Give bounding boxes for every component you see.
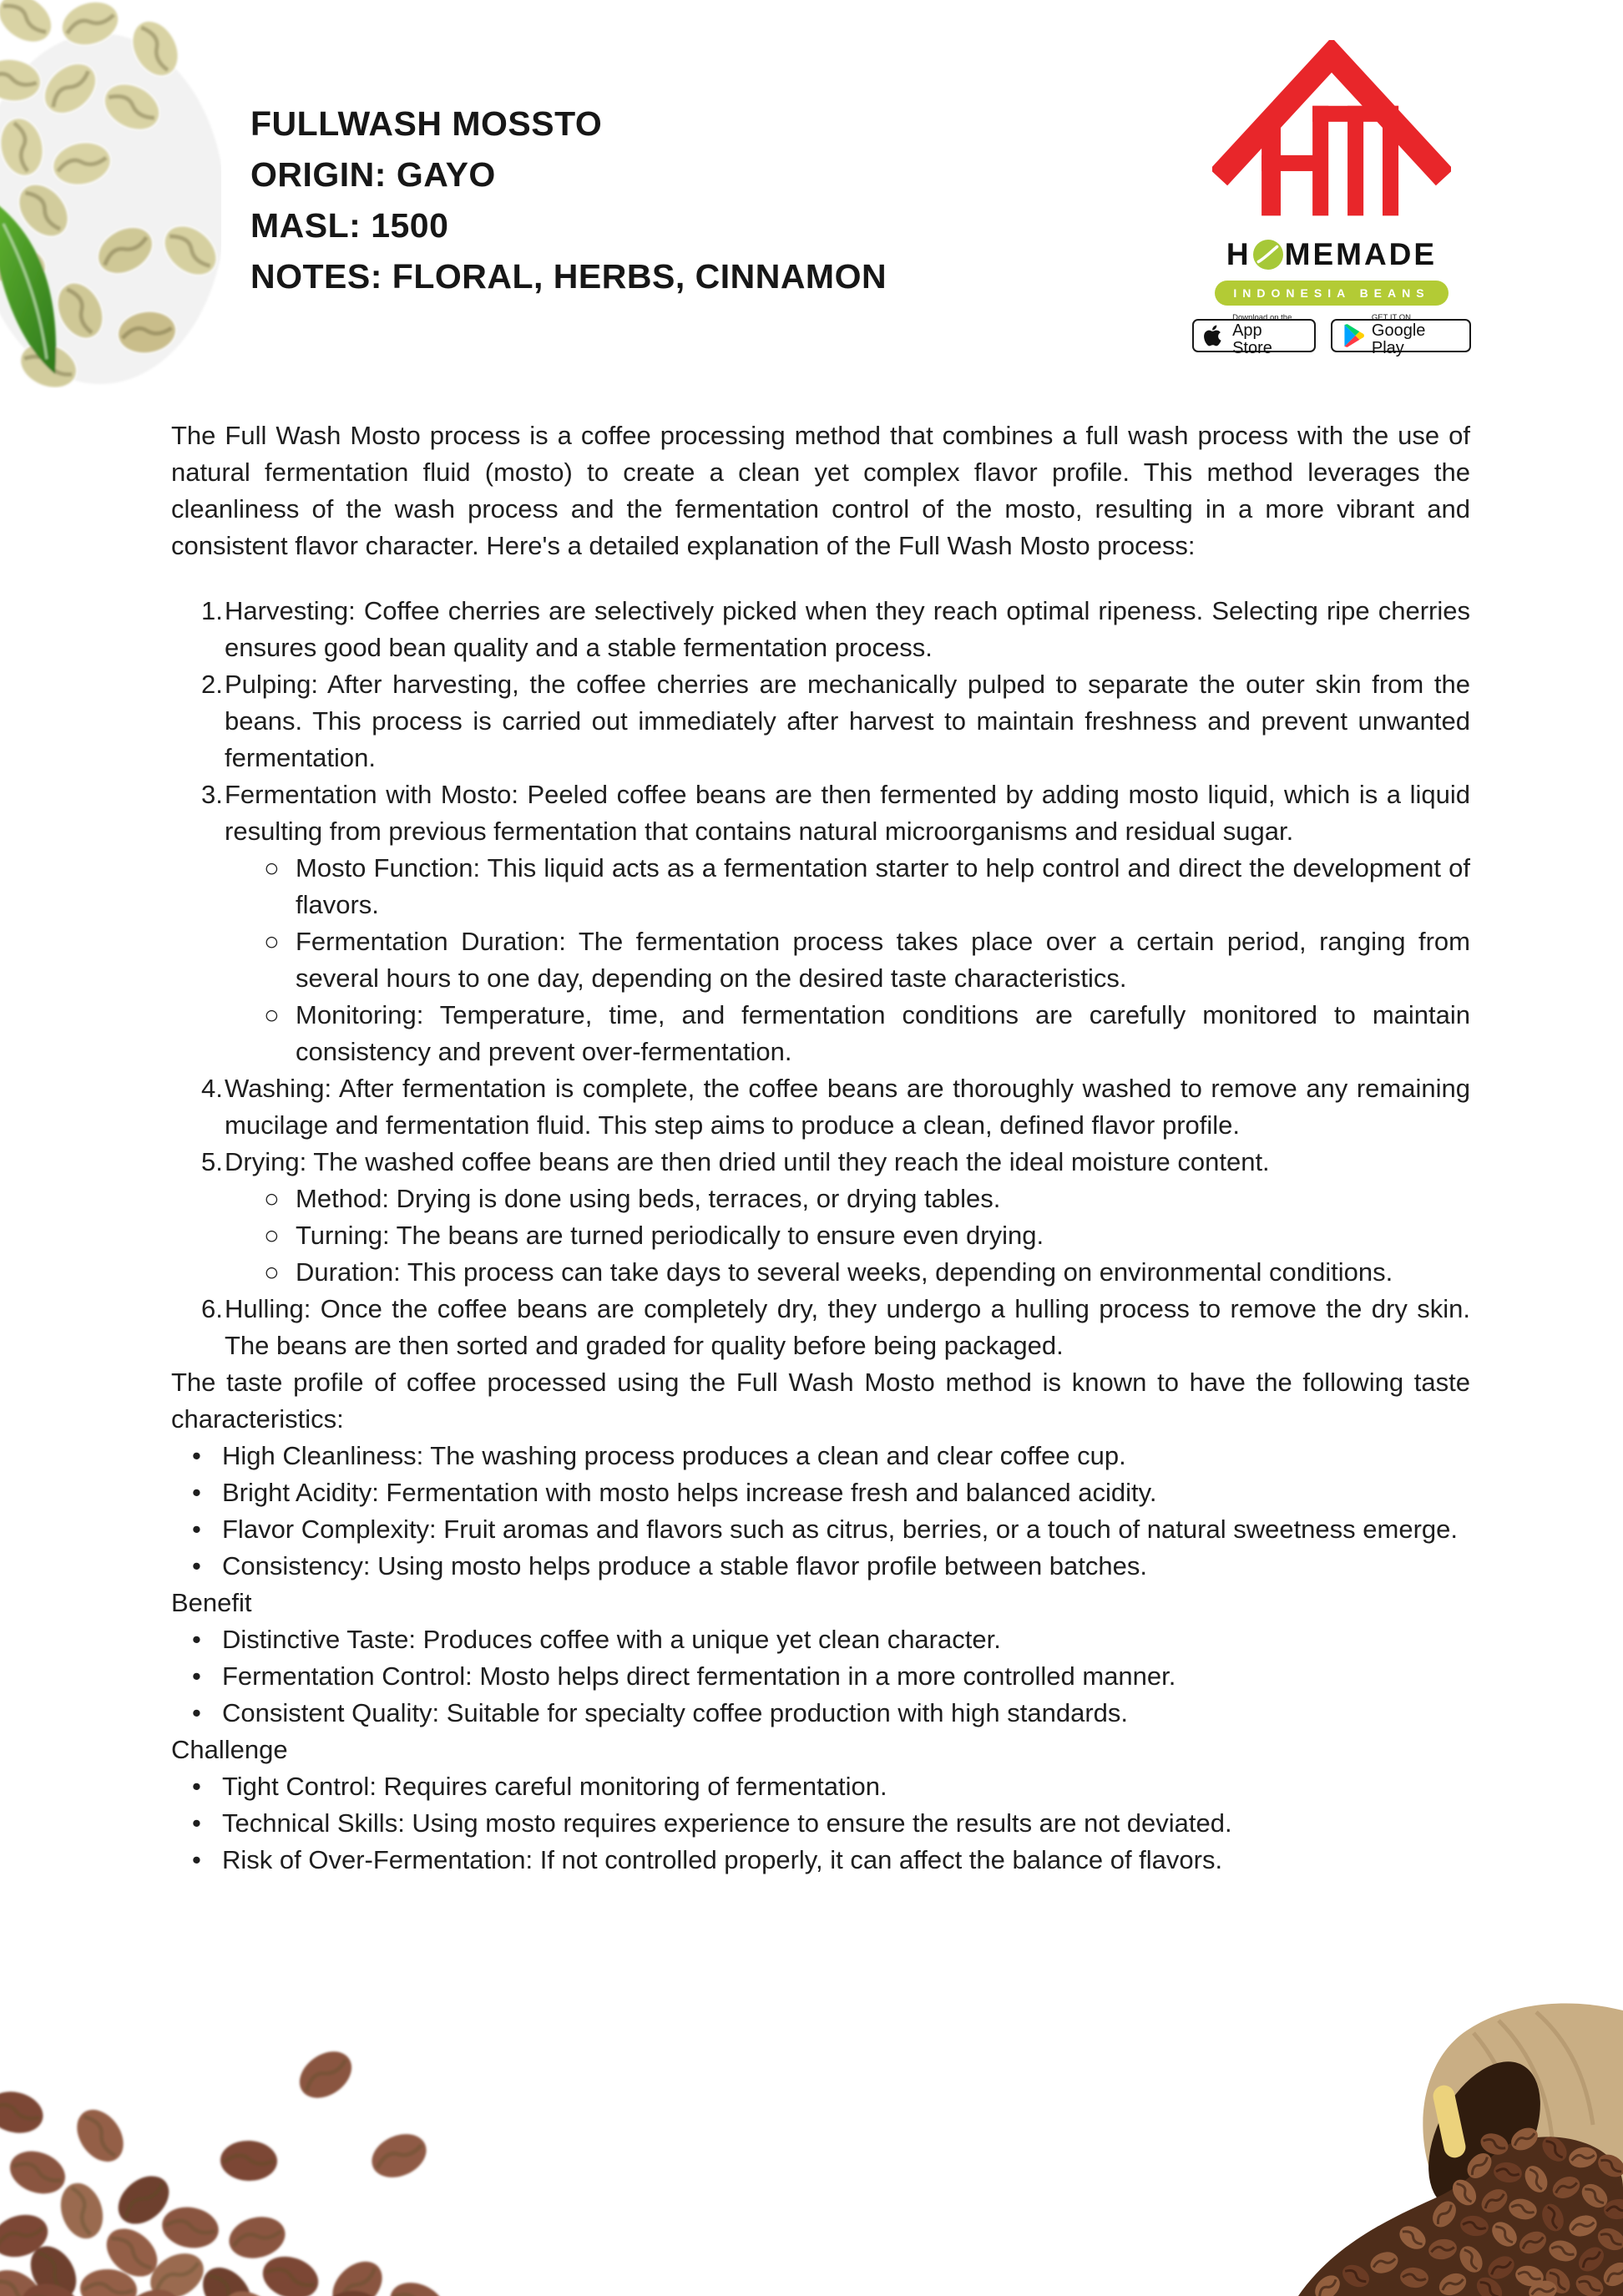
apple-icon bbox=[1204, 323, 1225, 348]
sub-list bbox=[225, 1181, 1470, 1291]
list-item: ○ Monitoring: Temperature, time, and fermentation conditions are carefully monitored to maintain consistency and prevent over-fermentation. bbox=[264, 1000, 1470, 1066]
intro-paragraph: The Full Wash Mosto process is a coffee processing method that combines a full wash process with the use of natural fermentation fluid (mosto) to create a clean yet complex flavor profile. This method leverages the cleanliness of the wash process and the fermentation control of the mosto, resulting in a more vibrant and consistent flavor character. Here's a detailed explanation of the Full Wash Mosto process: bbox=[171, 421, 1470, 560]
document-body bbox=[171, 417, 1470, 1879]
list-item: 5.Drying: The washed coffee beans are then dried until they reach the ideal moisture content. ○ Method: Drying is done using beds, terraces, or drying tables. ○ Turning: The beans are turned periodically to ensure even drying. ○ Duration: This process can take days to several weeks, depending on environmental conditions. bbox=[201, 1144, 1470, 1291]
list-item: ○ Method: Drying is done using beds, terraces, or drying tables. bbox=[264, 1184, 1001, 1213]
list-item: ○ Duration: This process can take days to several weeks, depending on environmental conditions. bbox=[264, 1257, 1393, 1287]
list-item: ○ Fermentation Duration: The fermentation process takes place over a certain period, ranging from several hours to one day, depending on the desired taste characteristics. bbox=[264, 927, 1470, 993]
list-item: 3.Fermentation with Mosto: Peeled coffee beans are then fermented by adding mosto liquid, which is a liquid resulting from previous fermentation that contains natural microorganisms and residual sugar. ○ Mosto Function: This liquid acts as a fermentation starter to help control and direct the development of flavors. ○ Fermentation Duration: The fermentation process takes place over a certain period, ranging from several hours to one day, depending on the desired taste characteristics. ○ Monitoring: Temperature, time, and fermentation conditions are carefully monitored to maintain consistency and prevent over-fermentation. bbox=[201, 776, 1470, 1070]
coffee-bean-icon bbox=[1253, 240, 1283, 270]
list-item: • Risk of Over-Fermentation: If not controlled properly, it can affect the balance of flavors. bbox=[192, 1845, 1223, 1874]
brand-name bbox=[1192, 237, 1471, 272]
list-item: 2.Pulping: After harvesting, the coffee cherries are mechanically pulped to separate the outer skin from the beans. This process is carried out immediately after harvest to maintain freshness and prevent unwanted fermentation. bbox=[201, 670, 1470, 772]
list-item: ○ Turning: The beans are turned periodically to ensure even drying. bbox=[264, 1221, 1044, 1250]
google-play-badge[interactable]: GET IT ON Google Play bbox=[1331, 319, 1471, 352]
app-store-badge[interactable]: Download on the App Store bbox=[1192, 319, 1316, 352]
roasted-coffee-beans-image bbox=[0, 2029, 442, 2296]
list-item: 1.Harvesting: Coffee cherries are selectively picked when they reach optimal ripeness. Selecting ripe cherries ensures good bean quality and a stable fermentation process. bbox=[201, 596, 1470, 662]
process-steps-list bbox=[171, 593, 1470, 1364]
list-item: 6.Hulling: Once the coffee beans are completely dry, they undergo a hulling process to remove the dry skin. The beans are then sorted and graded for quality before being packaged. bbox=[201, 1294, 1470, 1360]
list-item: • Consistency: Using mosto helps produce a stable flavor profile between batches. bbox=[192, 1551, 1147, 1580]
benefit-heading: Benefit bbox=[171, 1588, 252, 1617]
brand-logo bbox=[1192, 40, 1471, 357]
product-header bbox=[250, 99, 887, 302]
challenge-list bbox=[171, 1768, 1470, 1879]
brand-name-start: H bbox=[1226, 237, 1251, 271]
list-item: • Tight Control: Requires careful monitoring of fermentation. bbox=[192, 1772, 887, 1801]
list-item: ○ Mosto Function: This liquid acts as a fermentation starter to help control and direct the development of flavors. bbox=[264, 853, 1470, 919]
house-monogram-icon bbox=[1212, 40, 1451, 232]
taste-intro: The taste profile of coffee processed using the Full Wash Mosto method is known to have the following taste characteristics: bbox=[171, 1368, 1470, 1434]
tagline-badge: INDONESIA BEANS bbox=[1215, 281, 1448, 306]
coffee-sack-image bbox=[1286, 1987, 1623, 2296]
list-item: • Fermentation Control: Mosto helps direct fermentation in a more controlled manner. bbox=[192, 1661, 1176, 1691]
list-item: • Bright Acidity: Fermentation with mosto helps increase fresh and balanced acidity. bbox=[192, 1478, 1157, 1507]
product-masl: MASL: 1500 bbox=[250, 206, 449, 245]
taste-list bbox=[171, 1438, 1470, 1585]
list-item: • Consistent Quality: Suitable for specialty coffee production with high standards. bbox=[192, 1698, 1129, 1727]
google-play-icon bbox=[1342, 323, 1364, 348]
list-item: • Technical Skills: Using mosto requires experience to ensure the results are not deviated. bbox=[192, 1808, 1232, 1838]
list-item: • Distinctive Taste: Produces coffee with a unique yet clean character. bbox=[192, 1625, 1001, 1654]
green-coffee-beans-image bbox=[0, 0, 221, 388]
product-notes: NOTES: FLORAL, HERBS, CINNAMON bbox=[250, 257, 887, 296]
list-item: • Flavor Complexity: Fruit aromas and flavors such as citrus, berries, or a touch of natural sweetness emerge. bbox=[192, 1515, 1458, 1544]
list-item: • High Cleanliness: The washing process produces a clean and clear coffee cup. bbox=[192, 1441, 1126, 1470]
product-origin: ORIGIN: GAYO bbox=[250, 155, 496, 194]
product-title: FULLWASH MOSSTO bbox=[250, 104, 603, 143]
challenge-heading: Challenge bbox=[171, 1735, 288, 1764]
list-item: 4.Washing: After fermentation is complete, the coffee beans are thoroughly washed to remove any remaining mucilage and fermentation fluid. This step aims to produce a clean, defined flavor profile. bbox=[201, 1074, 1470, 1140]
brand-name-end: MEMADE bbox=[1284, 237, 1438, 271]
sub-list bbox=[225, 850, 1470, 1070]
benefit-list bbox=[171, 1621, 1470, 1732]
store-badges bbox=[1192, 313, 1471, 357]
